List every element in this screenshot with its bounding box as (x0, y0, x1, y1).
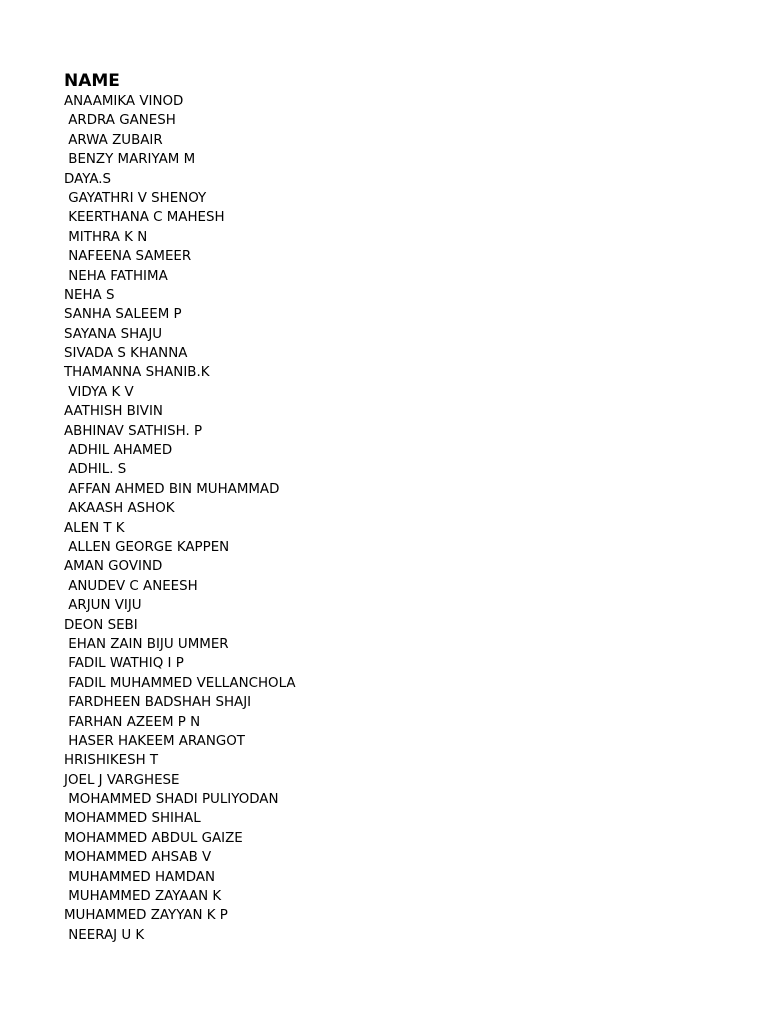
name-row: MUHAMMED ZAYYAN K P (64, 908, 228, 924)
name-row: ANAAMIKA VINOD (64, 94, 184, 109)
name-row: DAYA.S (64, 171, 112, 187)
name-row: ADHIL. S (64, 462, 127, 478)
name-row: FARHAN AZEEM P N (64, 714, 201, 730)
name-row: DEON SEBI (64, 617, 138, 633)
name-row: ALEN T K (64, 520, 125, 536)
name-row: AFFAN AHMED BIN MUHAMMAD (64, 481, 280, 497)
name-row: KEERTHANA C MAHESH (64, 210, 225, 226)
name-row: JOEL J VARGHESE (64, 772, 180, 788)
name-row: SIVADA S KHANNA (64, 346, 188, 362)
name-row: MOHAMMED SHADI PULIYODAN (64, 792, 279, 808)
name-row: FARDHEEN BADSHAH SHAJI (64, 695, 252, 711)
name-row: ABHINAV SATHISH. P (64, 423, 203, 439)
name-row: SANHA SALEEM P (64, 307, 182, 323)
name-row: NAFEENA SAMEER (64, 249, 192, 265)
name-row: SAYANA SHAJU (64, 326, 163, 342)
name-row: NEERAJ U K (64, 927, 145, 943)
name-list (64, 92, 744, 945)
name-row: AMAN GOVIND (64, 559, 163, 575)
name-row: ARWA ZUBAIR (64, 132, 163, 148)
column-heading: NAME (64, 71, 120, 91)
name-row: MOHAMMED ABDUL GAIZE (64, 830, 243, 846)
name-row: MOHAMMED AHSAB V (64, 850, 212, 866)
name-row: MUHAMMED ZAYAAN K (64, 889, 222, 905)
name-row: ARDRA GANESH (64, 113, 176, 129)
name-row: ARJUN VIJU (64, 598, 142, 614)
name-row: AKAASH ASHOK (64, 501, 175, 517)
name-row: THAMANNA SHANIB.K (64, 365, 210, 381)
name-row: ALLEN GEORGE KAPPEN (64, 539, 230, 555)
name-row: EHAN ZAIN BIJU UMMER (64, 636, 229, 652)
name-row: MITHRA K N (64, 229, 148, 245)
name-row: ANUDEV C ANEESH (64, 578, 198, 594)
name-row: HRISHIKESH T (64, 753, 159, 769)
name-row: GAYATHRI V SHENOY (64, 190, 207, 206)
name-row: NEHA FATHIMA (64, 268, 168, 284)
name-row: ADHIL AHAMED (64, 443, 173, 459)
name-row: FADIL MUHAMMED VELLANCHOLA (64, 675, 296, 691)
name-row: NEHA S (64, 287, 115, 303)
name-row: BENZY MARIYAM M (64, 152, 196, 168)
name-row: FADIL WATHIQ I P (64, 656, 184, 672)
name-row: MUHAMMED HAMDAN (64, 869, 216, 885)
name-row: HASER HAKEEM ARANGOT (64, 733, 245, 749)
document-page (64, 70, 744, 945)
name-row: AATHISH BIVIN (64, 404, 163, 420)
name-row: VIDYA K V (64, 384, 134, 400)
name-row: MOHAMMED SHIHAL (64, 811, 201, 827)
